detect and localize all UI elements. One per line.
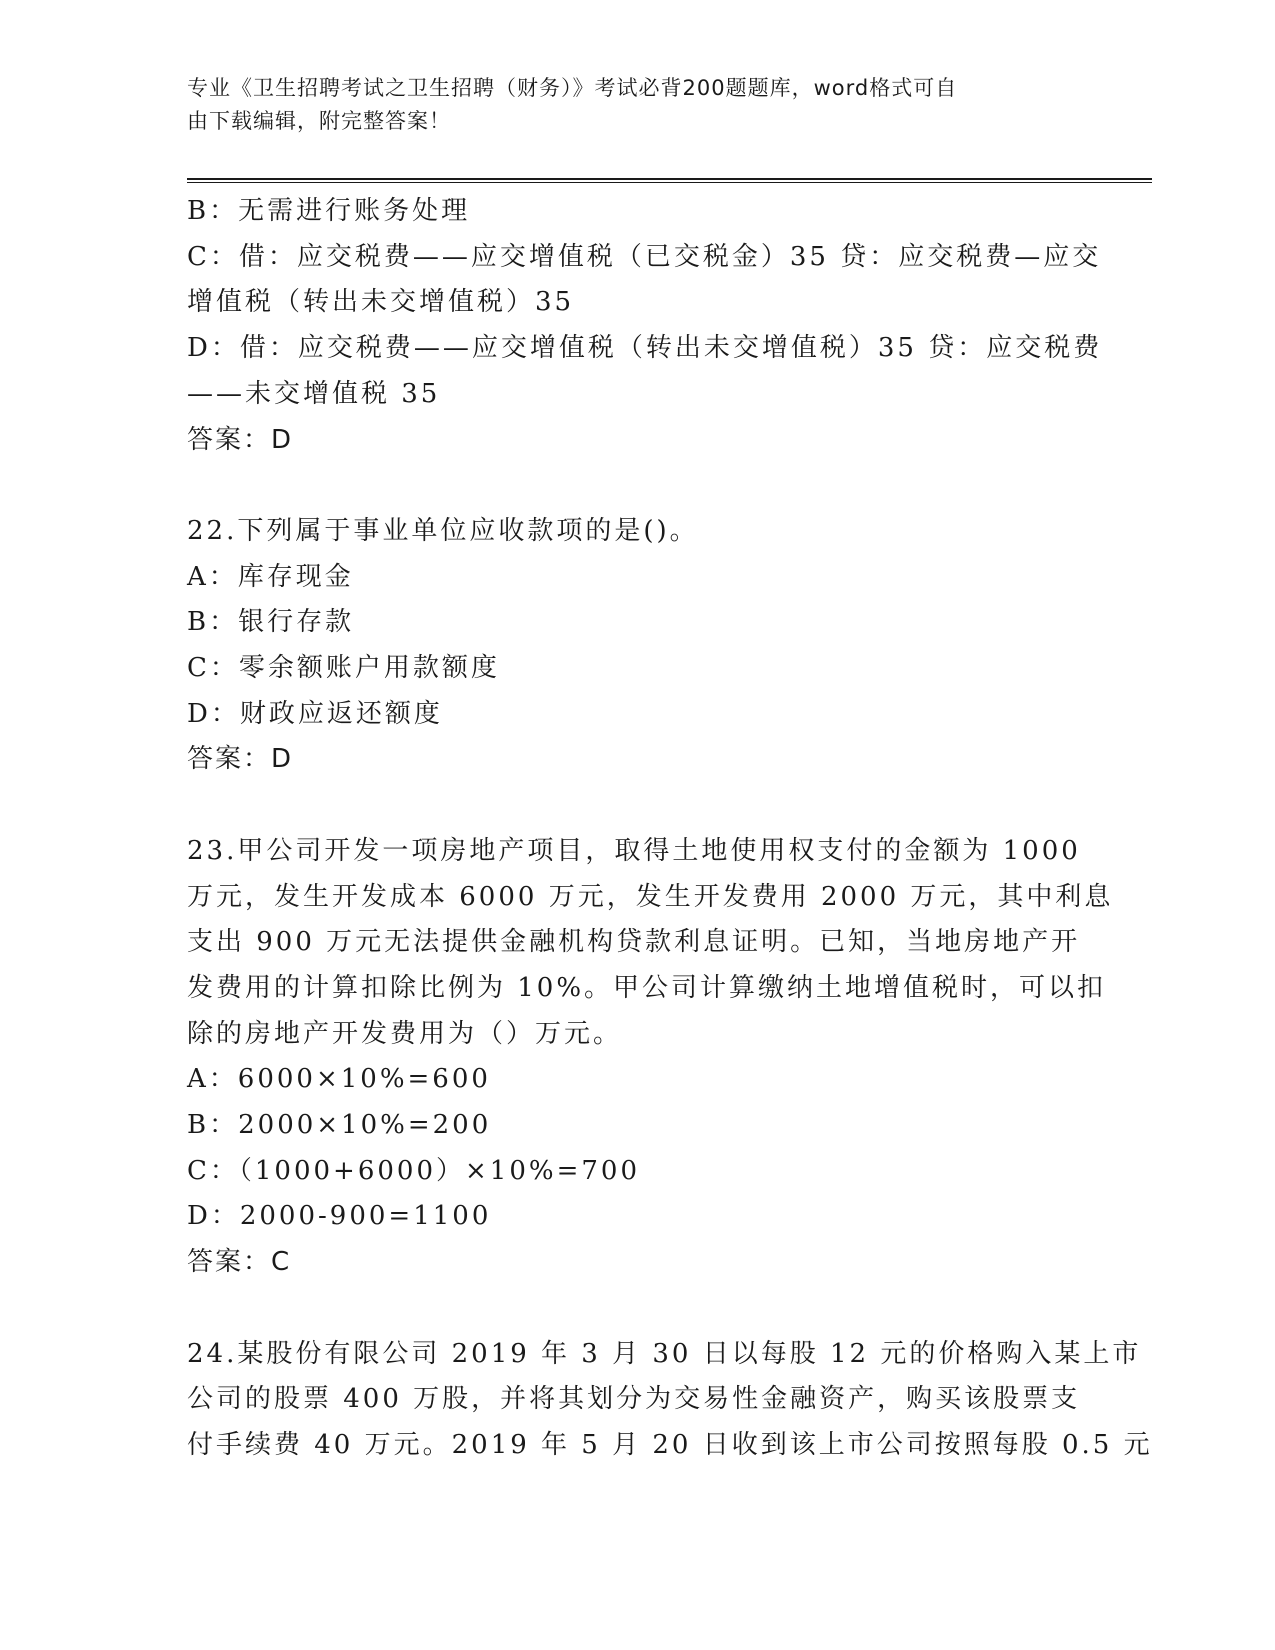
spacer [187,1286,1087,1332]
q21-option-d-line-2: ——未交增值税 35 [187,378,441,409]
q23-answer: 答案：C [187,1247,292,1278]
question-24 [187,1332,1153,1469]
q22-option-d: D：财政应返还额度 [187,698,443,729]
q21-option-b: B：无需进行账务处理 [187,196,471,226]
q23-stem-line-4: 发费用的计算扣除比例为 10%。甲公司计算缴纳土地增值税时，可以扣 [187,972,1107,1003]
question-21-continued [187,189,1103,463]
document-header [187,72,1067,138]
q22-answer: 答案：D [187,744,294,775]
header-line-1: 专业《卫生招聘考试之卫生招聘（财务）》考试必背200题题库，word格式可自 [187,76,958,100]
q23-option-d: D：2000-900=1100 [187,1201,492,1232]
header-line-2: 由下载编辑，附完整答案！ [187,109,451,133]
q24-stem-line-1: 24.某股份有限公司 2019 年 3 月 30 日以每股 12 元的价格购入某上市 [187,1338,1142,1369]
q23-stem-line-2: 万元，发生开发成本 6000 万元，发生开发费用 2000 万元，其中利息 [187,881,1114,912]
q22-option-b: B：银行存款 [187,607,355,638]
q23-stem-line-5: 除的房地产开发费用为（）万元。 [187,1018,623,1049]
q24-stem-line-3: 付手续费 40 万元。2019 年 5 月 20 日收到该上市公司按照每股 0.5 元 [187,1429,1153,1460]
q22-option-c: C：零余额账户用款额度 [187,653,500,684]
q21-answer: 答案：D [187,424,294,455]
question-22 [187,509,1087,783]
q23-option-b: B：2000×10%=200 [187,1110,492,1141]
q21-option-d-line-1: D：借：应交税费——应交增值税（转出未交增值税）35 贷：应交税费 [187,333,1103,364]
q23-option-a: A：6000×10%=600 [187,1064,491,1095]
q22-stem: 22.下列属于事业单位应收款项的是()。 [187,515,699,546]
q23-stem-line-3: 支出 900 万元无法提供金融机构贷款利息证明。已知，当地房地产开 [187,927,1081,958]
header-divider-thick [187,178,1152,180]
spacer [187,783,1087,829]
q23-stem-line-1: 23.甲公司开发一项房地产项目，取得土地使用权支付的金额为 1000 [187,835,1081,866]
spacer [187,463,1087,509]
header-divider-thin [187,182,1152,183]
q22-option-a: A：库存现金 [187,561,354,592]
q21-option-c-line-2: 增值税（转出未交增值税）35 [187,287,575,318]
q23-option-c: C：（1000+6000）×10%=700 [187,1155,641,1186]
q24-stem-line-2: 公司的股票 400 万股，并将其划分为交易性金融资产，购买该股票支 [187,1384,1081,1415]
q21-option-c-line-1: C：借：应交税费——应交增值税（已交税金）35 贷：应交税费—应交 [187,241,1102,272]
document-body [187,189,1153,1469]
question-23 [187,829,1114,1286]
